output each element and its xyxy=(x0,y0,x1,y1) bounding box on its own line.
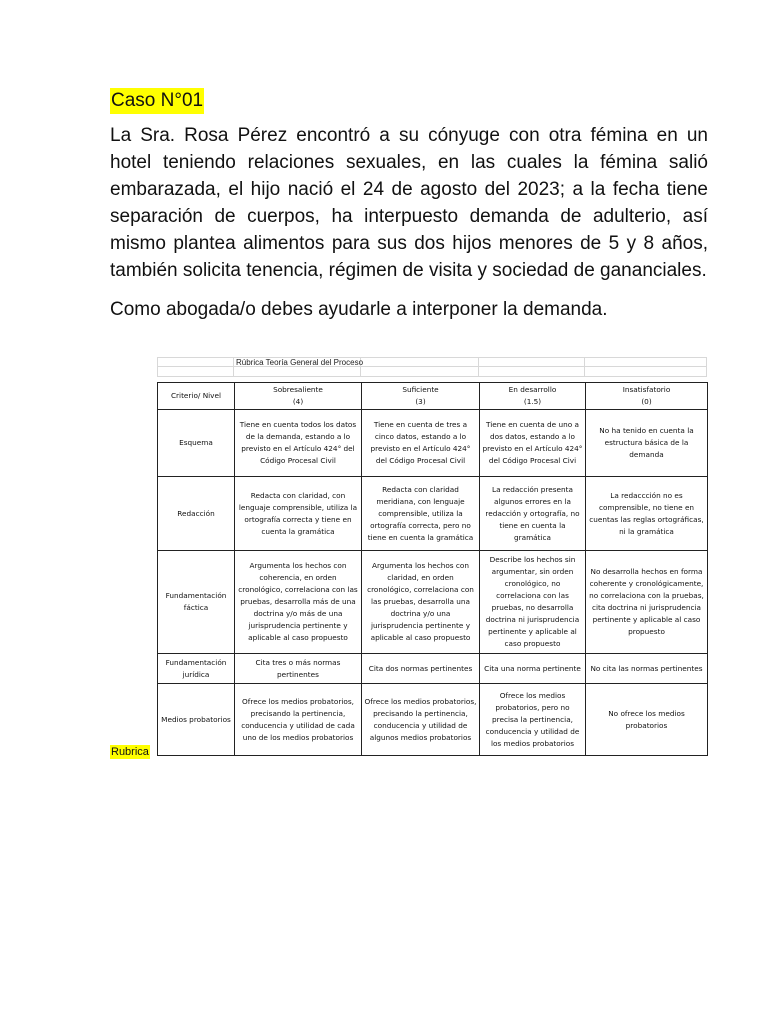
rubric-cell: No ha tenido en cuenta la estructura básica de la demanda xyxy=(586,410,708,477)
rubric-sheet-header xyxy=(157,357,707,377)
level-header: Insatisfatorio (0) xyxy=(586,383,708,410)
rubric-cell: Argumenta los hechos con claridad, en orden cronológico, correlaciona con las pruebas, desarrolla una doctrina y/o una jurisprudencia pertinente y aplicable al caso propuesto xyxy=(362,551,480,654)
rubric-cell: Tiene en cuenta todos los datos de la demanda, estando a lo previsto en el Artículo 424° del Código Procesal Civil xyxy=(235,410,362,477)
rubric-cell: No ofrece los medios probatorios xyxy=(586,684,708,756)
rubric-cell: Tiene en cuenta de uno a dos datos, estando a lo previsto en el Artículo 424° del Código Procesal Civi xyxy=(480,410,586,477)
criterion-cell: Medios probatorios xyxy=(158,684,235,756)
rubric-cell: No cita las normas pertinentes xyxy=(586,654,708,684)
rubric-table xyxy=(157,382,708,756)
rubric-row xyxy=(158,551,708,654)
rubric-row xyxy=(158,477,708,551)
rubrica-label: Rubrica xyxy=(111,746,149,758)
rubric-cell: No desarrolla hechos en forma coherente y cronológicamente, no correlaciona con la pruebas, cita doctrina ni jurisprudencia pertinente y aplicable al caso propuesto xyxy=(586,551,708,654)
rubric-cell: Cita dos normas pertinentes xyxy=(362,654,480,684)
level-header: Suficiente (3) xyxy=(362,383,480,410)
rubric-cell: Redacta con claridad meridiana, con lenguaje comprensible, utiliza la ortografía correcta, pero no tiene en cuenta la gramática xyxy=(362,477,480,551)
case-description: La Sra. Rosa Pérez encontró a su cónyuge con otra fémina en un hotel teniendo relaciones sexuales, en las cuales la fémina salió embarazada, el hijo nació el 24 de agosto del 2023; a la fecha tiene separación de cuerpos, ha interpuesto demanda de adulterio, así mismo plantea alimentos para sus dos hijos menores de 5 y 8 años, también solicita tenencia, régimen de visita y sociedad de gananciales. xyxy=(110,125,708,281)
rubric-cell: Describe los hechos sin argumentar, sin orden cronológico, no correlaciona con las pruebas, no desarrolla doctrina ni jurisprudencia pertinente y aplicable al caso propuesto xyxy=(480,551,586,654)
rubric-row xyxy=(158,410,708,477)
level-header: En desarrollo (1.5) xyxy=(480,383,586,410)
criterion-cell: Fundamentación jurídica xyxy=(158,654,235,684)
rubric-cell: Tiene en cuenta de tres a cinco datos, estando a lo previsto en el Artículo 424° del Código Procesal Civil xyxy=(362,410,480,477)
rubric-row xyxy=(158,684,708,756)
rubric-row xyxy=(158,654,708,684)
rubric-title: Rúbrica Teoría General del Proceso xyxy=(236,358,364,367)
rubric-cell: La redacción presenta algunos errores en la redacción y ortografía, no tiene en cuenta la gramática xyxy=(480,477,586,551)
criterion-cell: Fundamentación fáctica xyxy=(158,551,235,654)
rubric-cell: Ofrece los medios probatorios, precisando la pertinencia, conducencia y utilidad de cada uno de los medios probatorios xyxy=(235,684,362,756)
rubric-cell: Ofrece los medios probatorios, precisando la pertinencia, conducencia y utilidad de algunos medios probatorios xyxy=(362,684,480,756)
criterion-cell: Esquema xyxy=(158,410,235,477)
rubric-cell: La redaccción no es comprensible, no tiene en cuentas las reglas ortográficas, ni la gramática xyxy=(586,477,708,551)
case-instruction: Como abogada/o debes ayudarle a interponer la demanda. xyxy=(110,299,608,320)
rubric-cell: Argumenta los hechos con coherencia, en orden cronológico, correlaciona con las pruebas, desarrolla más de una doctrina y/o más de una jurisprudencia pertinente y aplicable al caso propuesto xyxy=(235,551,362,654)
rubric-cell: Cita una norma pertinente xyxy=(480,654,586,684)
rubric-header-row xyxy=(158,383,708,410)
case-title: Caso N°01 xyxy=(110,88,204,114)
level-header: Sobresaliente (4) xyxy=(235,383,362,410)
rubric-cell: Cita tres o más normas pertinentes xyxy=(235,654,362,684)
criterion-header: Criterio/ Nivel xyxy=(158,383,235,410)
rubric-cell: Ofrece los medios probatorios, pero no precisa la pertinencia, conducencia y utilidad de los medios probatorios xyxy=(480,684,586,756)
criterion-cell: Redacción xyxy=(158,477,235,551)
rubric-cell: Redacta con claridad, con lenguaje comprensible, utiliza la ortografía correcta y tiene en cuenta la gramática xyxy=(235,477,362,551)
